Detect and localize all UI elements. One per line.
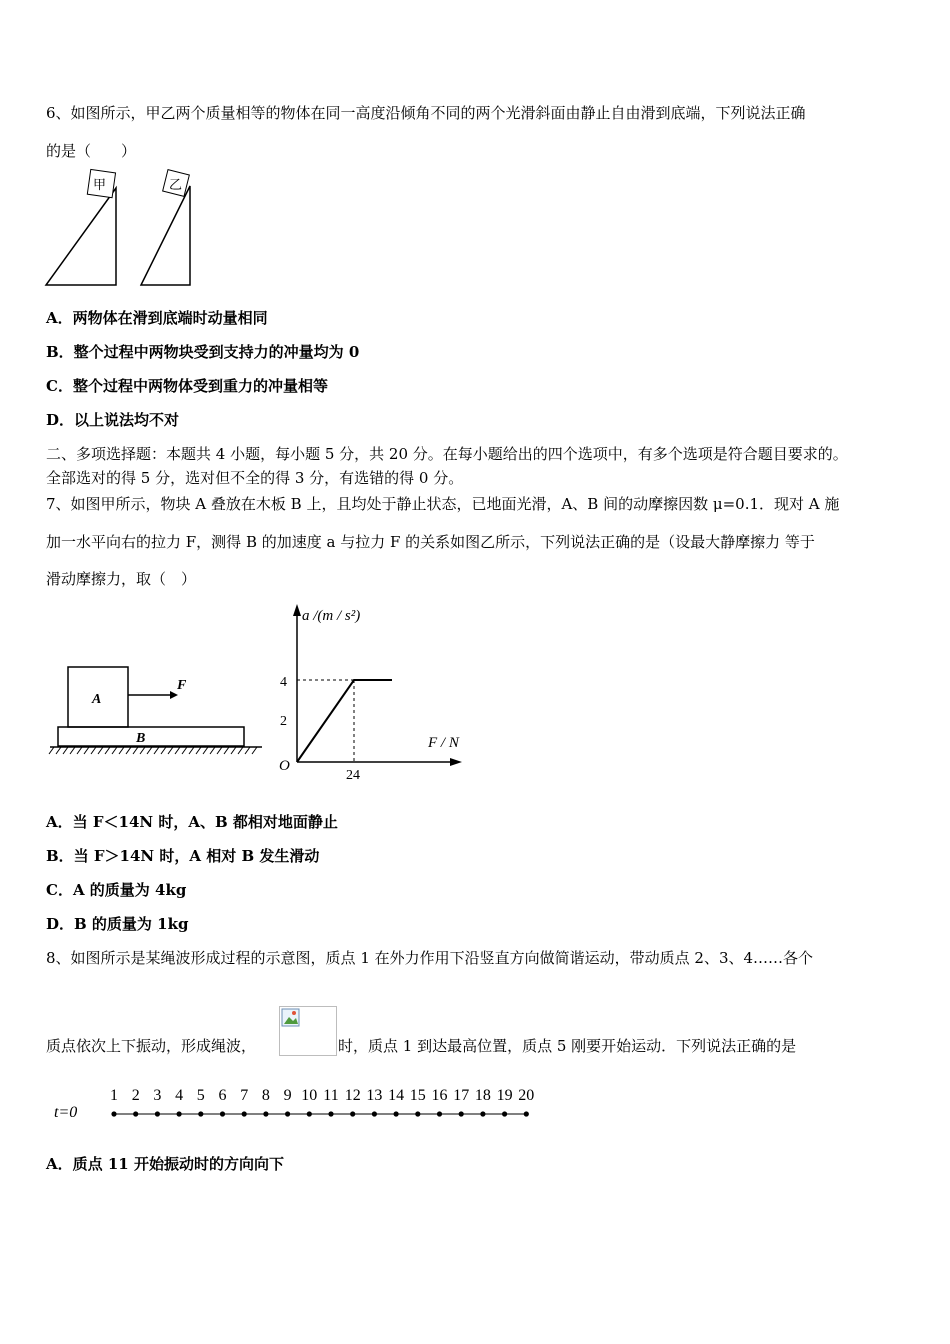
rope-point-label: 12 <box>344 1087 361 1104</box>
hatch-mark <box>91 747 96 754</box>
q6-stem-line1: 6、如图所示，甲乙两个质量相等的物体在同一高度沿倾角不同的两个光滑斜面由静止自由滑到底端，下列说法正确 <box>46 104 806 122</box>
label-yi: 乙 <box>169 177 183 192</box>
hatch-mark <box>84 747 89 754</box>
q6-option-a: A．两物体在滑到底端时动量相同 <box>46 309 268 327</box>
rope-point <box>155 1111 160 1116</box>
rope-point <box>307 1111 312 1116</box>
q7-stem-line3: 滑动摩擦力，取（ ） <box>46 570 197 588</box>
rope-point-label: 2 <box>131 1087 140 1104</box>
origin-label: O <box>279 758 290 774</box>
hatch-mark <box>210 747 215 754</box>
rope-point <box>372 1111 377 1116</box>
rope-point <box>459 1111 464 1116</box>
q7-option-c: C．A 的质量为 4kg <box>46 881 187 899</box>
rope-point-label: 18 <box>474 1087 491 1104</box>
hatch-mark <box>245 747 250 754</box>
hatch-mark <box>231 747 236 754</box>
rope-point-label: 5 <box>196 1087 205 1104</box>
block-a-label: A <box>92 692 102 707</box>
rope-point-label: 16 <box>431 1087 448 1104</box>
q6-option-b: B．整个过程中两物块受到支持力的冲量均为 0 <box>46 343 360 361</box>
rope-point <box>177 1111 182 1116</box>
rope-point-label: 3 <box>153 1087 162 1104</box>
hatch-mark <box>161 747 166 754</box>
hatch-mark <box>154 747 159 754</box>
q6-incline-figure <box>40 166 200 292</box>
q7-option-a: A．当 F＜14N 时，A、B 都相对地面静止 <box>46 813 338 831</box>
board-b <box>58 727 244 746</box>
hatch-mark <box>70 747 75 754</box>
y-axis-label: a /(m / s²) <box>302 608 361 624</box>
hatch-mark <box>189 747 194 754</box>
y-tick-label-2: 2 <box>280 714 287 729</box>
broken-image-icon <box>281 1008 301 1028</box>
rope-point-label: 4 <box>175 1087 184 1104</box>
rope-point-label: 13 <box>366 1087 383 1104</box>
x-axis-arrowhead <box>450 758 462 766</box>
hatch-mark <box>49 747 54 754</box>
hatch-mark <box>217 747 222 754</box>
rope-point <box>328 1111 333 1116</box>
rope-point <box>524 1111 529 1116</box>
rope-point <box>263 1111 268 1116</box>
rope-point <box>415 1111 420 1116</box>
rope-point-label: 11 <box>323 1087 339 1104</box>
hatch-mark <box>238 747 243 754</box>
rope-point-label: 15 <box>409 1087 426 1104</box>
hatch-mark <box>56 747 61 754</box>
hatch-mark <box>196 747 201 754</box>
rope-point-label: 8 <box>261 1087 270 1104</box>
incline-right <box>141 186 190 285</box>
x-tick-label-24: 24 <box>346 768 360 783</box>
rope-point <box>111 1111 116 1116</box>
section2-heading-line1: 二、多项选择题：本题共 4 小题，每小题 5 分，共 20 分。在每小题给出的四个选项中，有多个选项是符合题目要求的。 <box>46 445 848 463</box>
hatch-mark <box>133 747 138 754</box>
rope-point-label: 19 <box>496 1087 513 1104</box>
hatch-mark <box>77 747 82 754</box>
q8-option-a: A．质点 11 开始振动时的方向向下 <box>46 1155 284 1173</box>
hatch-mark <box>140 747 145 754</box>
rope-point <box>350 1111 355 1116</box>
y-tick-label-4: 4 <box>280 675 287 690</box>
hatch-mark <box>168 747 173 754</box>
rope-point-label: 20 <box>518 1087 535 1104</box>
rope-points <box>110 1087 534 1117</box>
hatch-mark <box>175 747 180 754</box>
series-line <box>297 680 392 762</box>
rope-point <box>480 1111 485 1116</box>
q7-stem-line2: 加一水平向右的拉力 F，测得 B 的加速度 a 与拉力 F 的关系如图乙所示，下列说法正确的是（设最大静摩擦力 等于 <box>46 533 815 551</box>
hatch-mark <box>224 747 229 754</box>
q8-stem-line2-pre: 质点依次上下振动，形成绳波， <box>46 1037 257 1055</box>
rope-point-label: 17 <box>453 1087 470 1104</box>
q6-option-c: C．整个过程中两物体受到重力的冲量相等 <box>46 377 328 395</box>
rope-point-label: 14 <box>388 1087 405 1104</box>
x-axis-label: F / N <box>428 735 459 751</box>
rope-point-label: 9 <box>283 1087 292 1104</box>
q8-stem-line1: 8、如图所示是某绳波形成过程的示意图，质点 1 在外力作用下沿竖直方向做简谐运动，带动质点 2、3、4……各个 <box>46 949 814 967</box>
rope-point <box>285 1111 290 1116</box>
rope-point <box>394 1111 399 1116</box>
label-jia: 甲 <box>93 177 107 192</box>
hatch-mark <box>126 747 131 754</box>
rope-point <box>133 1111 138 1116</box>
inline-image-placeholder <box>279 1006 337 1056</box>
force-label: F <box>177 678 187 693</box>
q7-block-figure <box>46 660 268 760</box>
hatch-mark <box>182 747 187 754</box>
hatch-mark <box>63 747 68 754</box>
rope-point-label: 10 <box>301 1087 318 1104</box>
rope-point <box>502 1111 507 1116</box>
rope-point-label: 1 <box>110 1087 118 1104</box>
q7-stem-line1: 7、如图甲所示，物块 A 叠放在木板 B 上，且均处于静止状态，已地面光滑，A、B 间的动摩擦因数 μ=0.1．现对 A 施 <box>46 495 840 513</box>
hatch-mark <box>252 747 257 754</box>
a-f-chart <box>272 598 472 786</box>
rope-point <box>437 1111 442 1116</box>
y-axis-arrowhead <box>293 604 301 616</box>
rope-point <box>220 1111 225 1116</box>
hatch-mark <box>119 747 124 754</box>
hatch-mark <box>105 747 110 754</box>
rope-point <box>198 1111 203 1116</box>
ground-hatching <box>49 747 257 754</box>
time-label: t=0 <box>54 1104 78 1121</box>
rope-wave-figure <box>50 1084 540 1128</box>
q7-option-d: D．B 的质量为 1kg <box>46 915 189 933</box>
board-b-label: B <box>136 731 146 746</box>
rope-point-label: 7 <box>240 1087 249 1104</box>
hatch-mark <box>112 747 117 754</box>
q8-stem-line2-post: 时，质点 1 到达最高位置，质点 5 刚要开始运动．下列说法正确的是 <box>338 1037 797 1055</box>
section2-heading-line2: 全部选对的得 5 分，选对但不全的得 3 分，有选错的得 0 分。 <box>46 469 464 487</box>
q7-option-b: B．当 F＞14N 时，A 相对 B 发生滑动 <box>46 847 320 865</box>
q6-stem-line2: 的是（ ） <box>46 142 137 160</box>
q6-option-d: D．以上说法均不对 <box>46 411 180 429</box>
incline-left <box>46 188 116 285</box>
hatch-mark <box>203 747 208 754</box>
hatch-mark <box>98 747 103 754</box>
rope-point-label: 6 <box>218 1087 227 1104</box>
rope-point <box>242 1111 247 1116</box>
hatch-mark <box>147 747 152 754</box>
